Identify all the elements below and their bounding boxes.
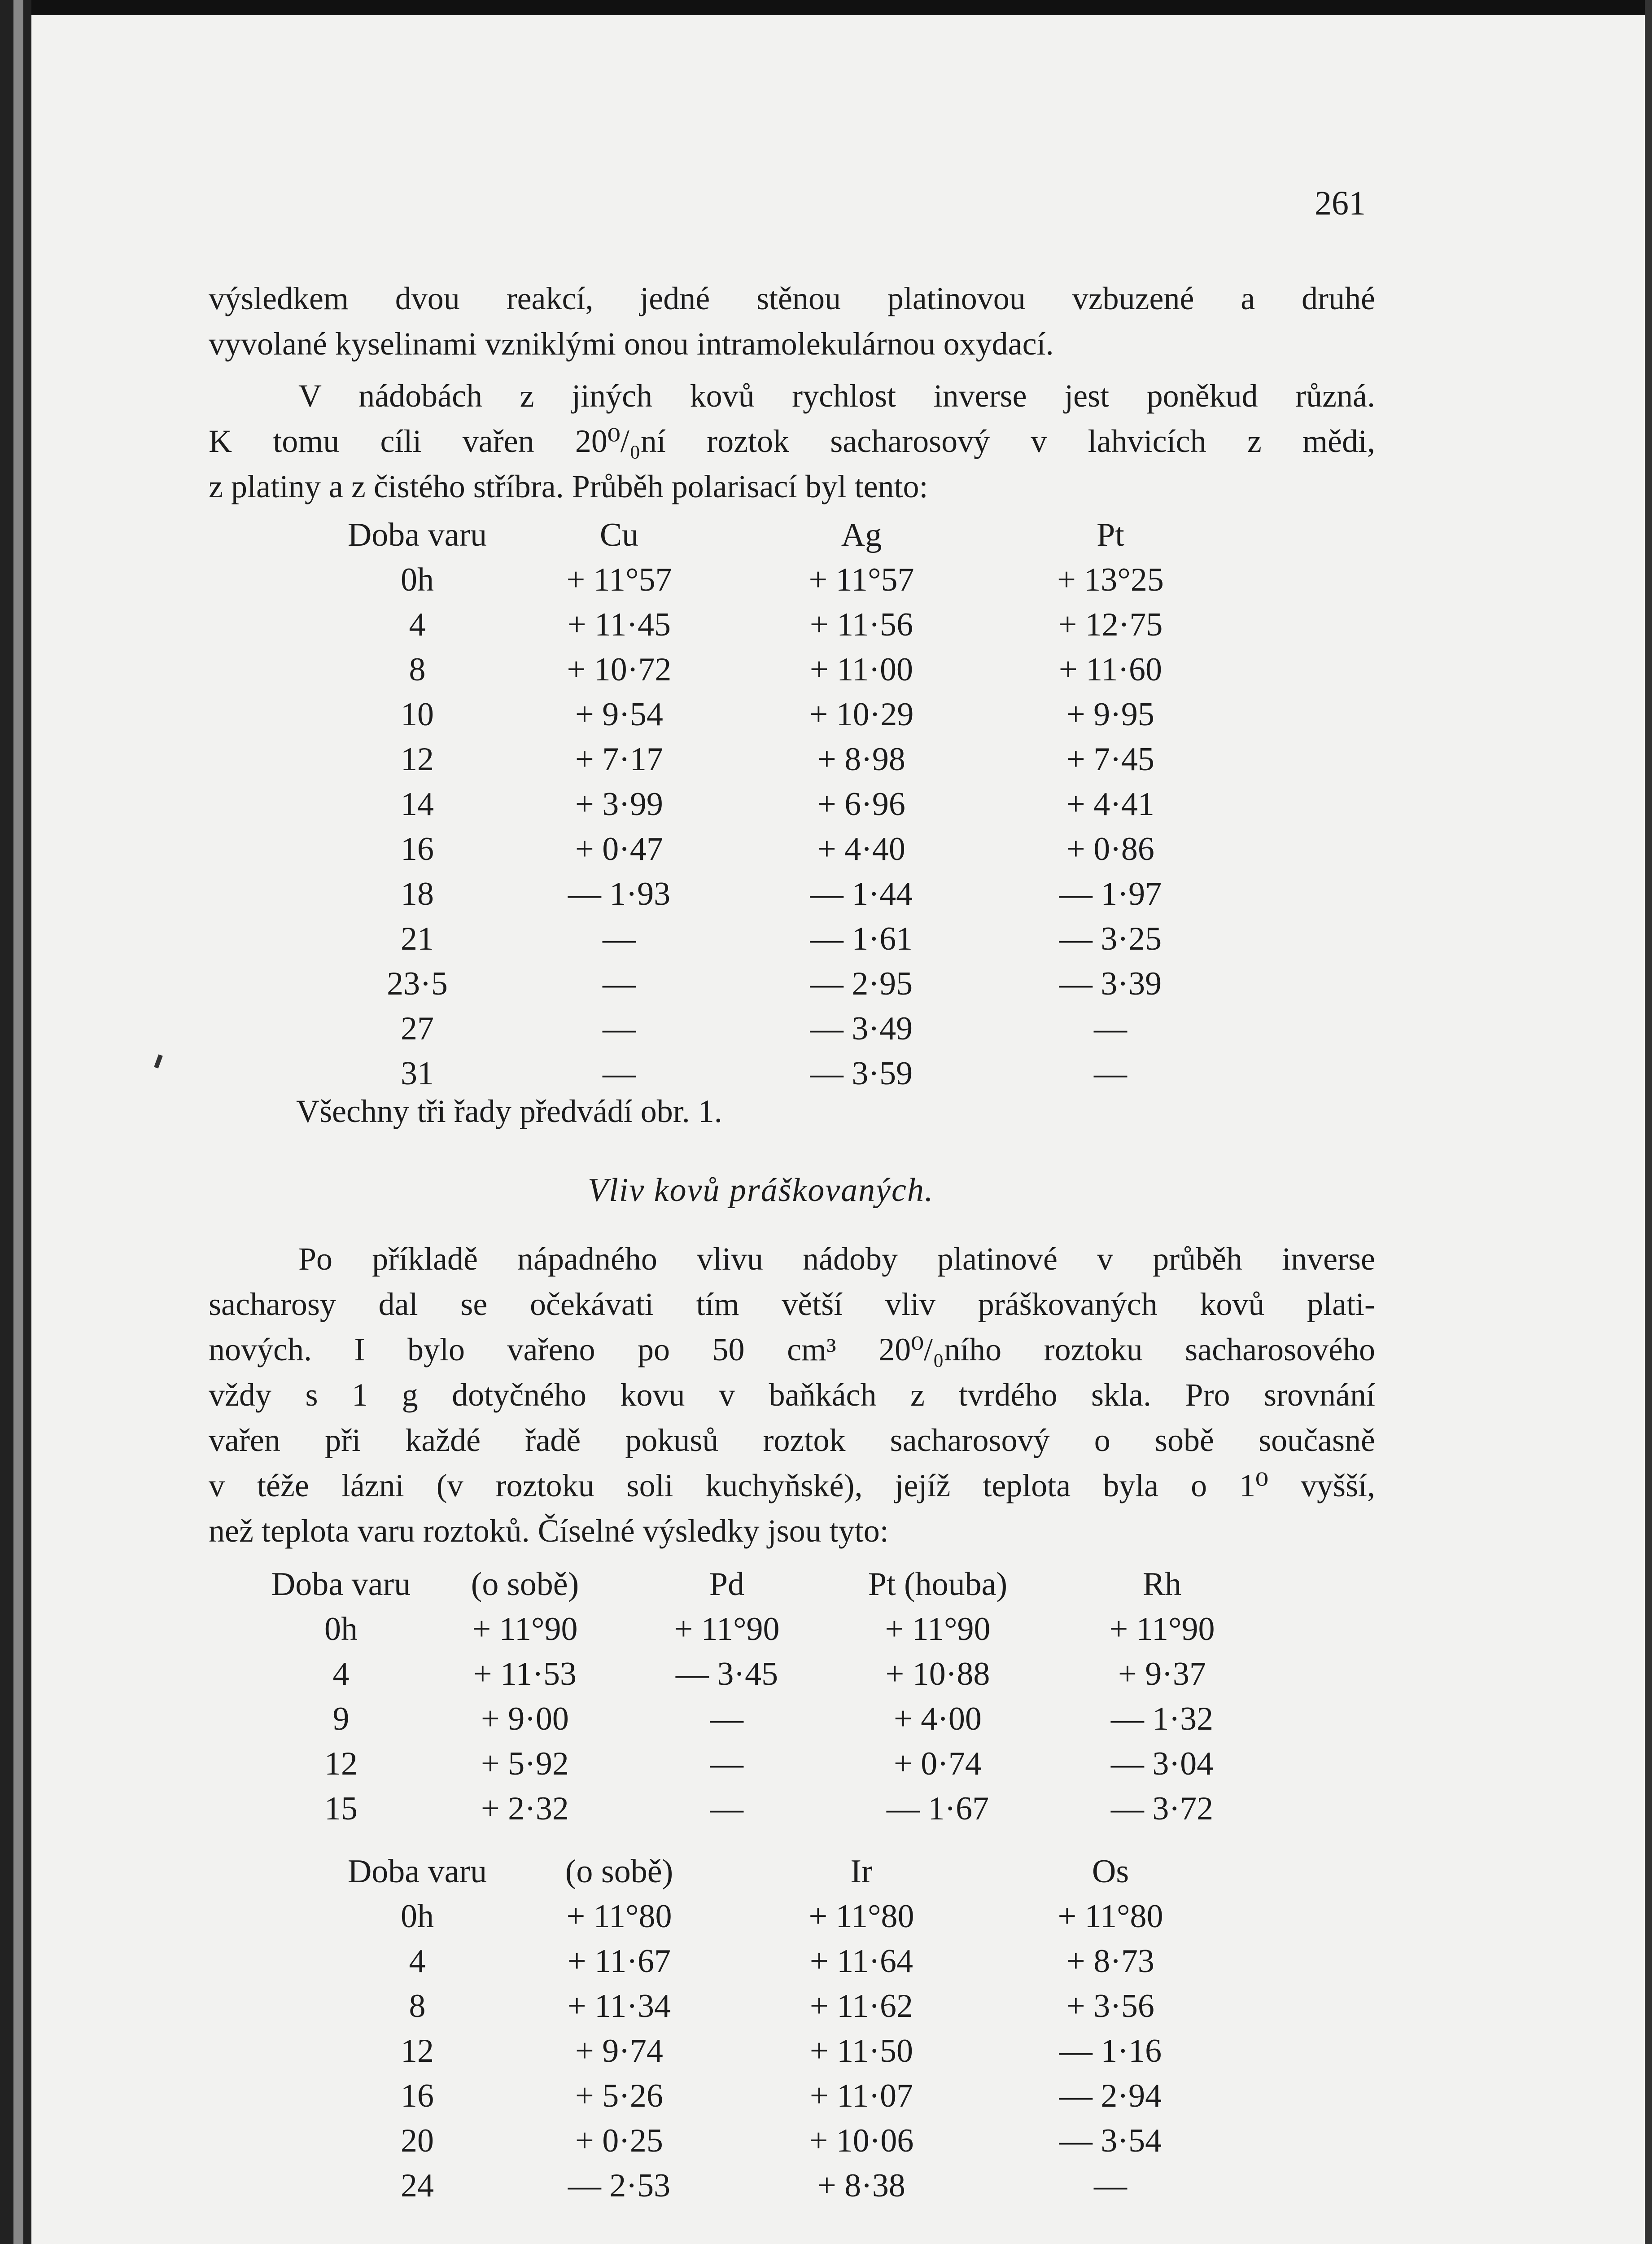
value-cell: + 11°80 <box>809 1898 914 1935</box>
table-row <box>332 647 1234 692</box>
column-header: Doba varu <box>347 1853 487 1890</box>
table-row <box>332 2029 1234 2073</box>
table-row <box>332 916 1234 961</box>
table-row <box>332 872 1234 916</box>
table-row <box>332 827 1234 872</box>
value-cell: + 11°57 <box>566 561 672 598</box>
table-row <box>256 1652 1279 1696</box>
value-cell: + 11·50 <box>809 2033 913 2069</box>
value-cell: + 10·29 <box>809 696 914 733</box>
scan-border-top <box>0 0 1652 15</box>
value-cell: — 1·16 <box>1059 2033 1162 2069</box>
time-cell: 20 <box>401 2122 434 2159</box>
value-cell: + 10·06 <box>809 2122 914 2159</box>
value-cell: + 3·99 <box>575 786 663 823</box>
text-line: Všechny tři řady předvádí obr. 1. <box>296 1093 722 1129</box>
value-cell: — 3·39 <box>1059 965 1162 1002</box>
value-cell: — <box>710 1745 743 1782</box>
value-cell: + 4·00 <box>894 1701 982 1737</box>
value-cell: — 1·32 <box>1110 1701 1214 1737</box>
table-row <box>256 1741 1279 1786</box>
value-cell: — 3·72 <box>1110 1790 1214 1827</box>
table-header-row <box>332 513 1234 557</box>
value-cell: + 11·53 <box>473 1656 577 1692</box>
time-cell: 0h <box>324 1611 358 1648</box>
column-header: Ir <box>850 1853 873 1890</box>
time-cell: 14 <box>401 786 434 823</box>
page-number: 261 <box>1315 184 1366 222</box>
value-cell: — <box>603 1055 636 1092</box>
time-cell: 18 <box>401 876 434 912</box>
powdered-metals-paragraph <box>209 1236 1375 1554</box>
value-cell: + 3·56 <box>1066 1988 1154 2025</box>
text-line: vyvolané kyselinami vzniklými onou intramolekulárnou oxydací. <box>209 326 1054 362</box>
scan-border-right <box>1645 0 1652 2244</box>
polarisation-table-metal-vessels <box>332 513 1234 1096</box>
value-cell: + 4·41 <box>1066 786 1154 823</box>
time-cell: 9 <box>332 1701 350 1737</box>
value-cell: + 13°25 <box>1057 561 1164 598</box>
text-line: v téže lázni (v roztoku soli kuchyňské), jejíž teplota byla o 1⁰ vyšší, <box>209 1468 1375 1503</box>
time-cell: 24 <box>401 2167 434 2204</box>
table-row <box>332 1939 1234 1984</box>
value-cell: — <box>603 965 636 1002</box>
value-cell: + 11·07 <box>809 2077 913 2114</box>
time-cell: 12 <box>401 2033 434 2069</box>
column-header: (o sobě) <box>565 1853 673 1890</box>
value-cell: — <box>1094 1010 1127 1047</box>
metals-paragraph <box>209 373 1375 509</box>
value-cell: + 8·38 <box>817 2167 905 2204</box>
table-row <box>332 2118 1234 2163</box>
value-cell: + 11·60 <box>1058 651 1163 688</box>
value-cell: — <box>603 920 636 957</box>
value-cell: — 3·45 <box>675 1656 778 1692</box>
value-cell: + 11°80 <box>566 1898 672 1935</box>
value-cell: + 9·95 <box>1066 696 1154 733</box>
time-cell: 8 <box>409 1988 426 2025</box>
value-cell: + 11°90 <box>472 1611 578 1648</box>
value-cell: + 11·45 <box>567 606 671 643</box>
value-cell: + 11·67 <box>567 1943 671 1980</box>
time-cell: 15 <box>324 1790 358 1827</box>
table-row <box>332 2163 1234 2208</box>
value-cell: + 9·74 <box>575 2033 663 2069</box>
value-cell: + 0·47 <box>575 831 663 868</box>
value-cell: + 11°80 <box>1058 1898 1163 1935</box>
table-row <box>332 1006 1234 1051</box>
value-cell: — 1·67 <box>886 1790 989 1827</box>
value-cell: + 11°90 <box>885 1611 991 1648</box>
value-cell: — 3·54 <box>1059 2122 1162 2159</box>
time-cell: 12 <box>324 1745 358 1782</box>
value-cell: + 7·45 <box>1066 741 1154 778</box>
value-cell: + 9·54 <box>575 696 663 733</box>
value-cell: — <box>1094 1055 1127 1092</box>
time-cell: 0h <box>401 561 434 598</box>
value-cell: — <box>710 1701 743 1737</box>
table-row <box>332 1894 1234 1939</box>
column-header: Pt (houba) <box>868 1566 1008 1603</box>
value-cell: — 1·93 <box>568 876 671 912</box>
value-cell: + 11°90 <box>1109 1611 1215 1648</box>
value-cell: + 9·00 <box>481 1701 569 1737</box>
time-cell: 31 <box>401 1055 434 1092</box>
figure-reference <box>296 1089 1463 1134</box>
value-cell: — 2·94 <box>1059 2077 1162 2114</box>
column-header: (o sobě) <box>471 1566 579 1603</box>
value-cell: — 1·61 <box>810 920 913 957</box>
value-cell: + 0·86 <box>1066 831 1154 868</box>
time-cell: 27 <box>401 1010 434 1047</box>
text-line: výsledkem dvou reakcí, jedné stěnou platinovou vzbuzené a druhé <box>209 280 1375 316</box>
value-cell: + 11°90 <box>674 1611 780 1648</box>
powdered-metals-table-1 <box>256 1562 1279 1831</box>
text-line: z platiny a z čistého stříbra. Průběh polarisací byl tento: <box>209 469 928 504</box>
column-header: Pt <box>1097 517 1124 553</box>
value-cell: + 6·96 <box>817 786 905 823</box>
value-cell: — <box>1094 2167 1127 2204</box>
value-cell: + 11·34 <box>567 1988 671 2025</box>
value-cell: — 3·59 <box>810 1055 913 1092</box>
time-cell: 4 <box>409 1943 426 1980</box>
value-cell: — 3·49 <box>810 1010 913 1047</box>
table-row <box>332 961 1234 1006</box>
section-heading: Vliv kovů práškovaných. <box>588 1172 934 1209</box>
table-row <box>332 737 1234 782</box>
value-cell: + 10·88 <box>885 1656 990 1692</box>
column-header: Cu <box>599 517 639 553</box>
value-cell: + 10·72 <box>567 651 672 688</box>
value-cell: + 8·73 <box>1066 1943 1154 1980</box>
text-line: V nádobách z jiných kovů rychlost inverse jest poněkud různá. <box>298 378 1375 414</box>
time-cell: 0h <box>401 1898 434 1935</box>
value-cell: — <box>603 1010 636 1047</box>
text-line: sacharosy dal se očekávati tím větší vliv práškovaných kovů plati- <box>209 1286 1375 1322</box>
column-header: Doba varu <box>347 517 487 553</box>
time-cell: 21 <box>401 920 434 957</box>
time-cell: 4 <box>332 1656 350 1692</box>
value-cell: + 2·32 <box>481 1790 569 1827</box>
time-cell: 16 <box>401 831 434 868</box>
value-cell: — 2·95 <box>810 965 913 1002</box>
table-row <box>332 602 1234 647</box>
time-cell: 23·5 <box>387 965 448 1002</box>
table-header-row <box>256 1562 1279 1607</box>
table-row <box>332 782 1234 827</box>
value-cell: + 11°57 <box>809 561 914 598</box>
value-cell: + 11·62 <box>809 1988 913 2025</box>
value-cell: — <box>710 1790 743 1827</box>
text-line: vždy s 1 g dotyčného kovu v baňkách z tvrdého skla. Pro srovnání <box>209 1377 1375 1413</box>
value-cell: + 11·64 <box>809 1943 913 1980</box>
value-cell: + 11·00 <box>809 651 913 688</box>
value-cell: + 11·56 <box>809 606 913 643</box>
margin-mark <box>154 1054 163 1069</box>
text-line: Po příkladě nápadného vlivu nádoby platinové v průběh inverse <box>298 1241 1375 1277</box>
time-cell: 12 <box>401 741 434 778</box>
value-cell: + 5·92 <box>481 1745 569 1782</box>
value-cell: + 0·74 <box>894 1745 982 1782</box>
scan-border-left-edge <box>13 0 23 2244</box>
table-row <box>332 1984 1234 2029</box>
value-cell: + 9·37 <box>1118 1656 1206 1692</box>
time-cell: 10 <box>401 696 434 733</box>
intro-paragraph <box>209 276 1375 367</box>
column-header: Rh <box>1142 1566 1182 1603</box>
value-cell: — 3·04 <box>1110 1745 1214 1782</box>
table-row <box>256 1696 1279 1741</box>
time-cell: 8 <box>409 651 426 688</box>
value-cell: + 12·75 <box>1058 606 1163 643</box>
time-cell: 4 <box>409 606 426 643</box>
table-row <box>256 1607 1279 1652</box>
table-header-row <box>332 1849 1234 1894</box>
table-row <box>332 692 1234 737</box>
value-cell: + 0·25 <box>575 2122 663 2159</box>
column-header: Pd <box>709 1566 745 1603</box>
column-header: Os <box>1092 1853 1129 1890</box>
column-header: Doba varu <box>271 1566 411 1603</box>
text-line: vařen při každé řadě pokusů roztok sacharosový o sobě současně <box>209 1422 1375 1458</box>
value-cell: + 5·26 <box>575 2077 663 2114</box>
value-cell: + 7·17 <box>575 741 663 778</box>
time-cell: 16 <box>401 2077 434 2114</box>
value-cell: + 8·98 <box>817 741 905 778</box>
text-line: nových. I bylo vařeno po 50 cm³ 20⁰/₀ního roztoku sacharosového <box>209 1332 1375 1367</box>
value-cell: — 1·97 <box>1059 876 1162 912</box>
value-cell: + 4·40 <box>817 831 905 868</box>
text-line: K tomu cíli vařen 20⁰/₀ní roztok sacharosový v lahvicích z mědi, <box>209 423 1375 459</box>
value-cell: — 1·44 <box>810 876 913 912</box>
value-cell: — 3·25 <box>1059 920 1162 957</box>
column-header: Ag <box>841 517 882 553</box>
table-row <box>332 557 1234 602</box>
text-line: než teplota varu roztoků. Číselné výsledky jsou tyto: <box>209 1513 889 1549</box>
table-row <box>256 1786 1279 1831</box>
powdered-metals-table-2 <box>332 1849 1234 2208</box>
table-row <box>332 2073 1234 2118</box>
value-cell: — 2·53 <box>568 2167 671 2204</box>
